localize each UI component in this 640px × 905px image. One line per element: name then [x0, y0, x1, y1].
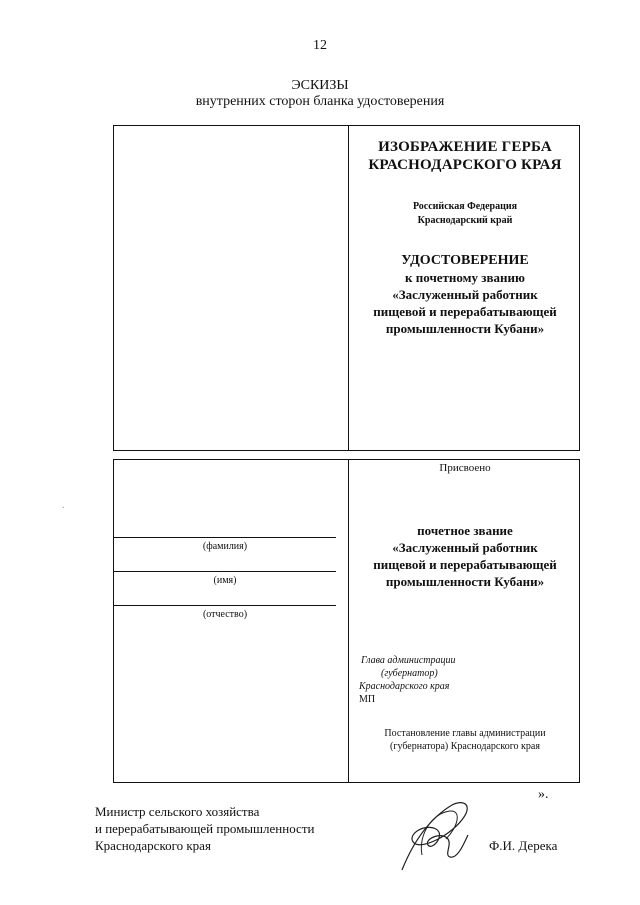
- cover-title-line-2: пищевой и перерабатывающей: [373, 304, 557, 319]
- certificate-to-title: к почетному званию: [405, 270, 525, 285]
- assigned-label: Присвоено: [439, 462, 491, 474]
- coat-of-arms-line-1: ИЗОБРАЖЕНИЕ ГЕРБА: [378, 139, 552, 155]
- document-title: [0, 78, 640, 110]
- signature-stroke: [402, 803, 468, 870]
- region-name: Краснодарский край: [417, 215, 513, 226]
- form-spread: [113, 459, 580, 783]
- cover-right-panel: [349, 138, 581, 337]
- name-line: [114, 571, 336, 572]
- cover-title-line-1: «Заслуженный работник: [392, 287, 538, 302]
- head-line-2: (губернатор): [381, 668, 438, 679]
- form-title-line-2: пищевой и перерабатывающей: [373, 557, 557, 572]
- title-line-1: ЭСКИЗЫ: [291, 78, 349, 93]
- minister-block: [95, 803, 314, 854]
- form-title-line-3: промышленности Кубани»: [385, 574, 545, 589]
- head-line-1: Глава администрации: [361, 655, 456, 666]
- cover-title-line-3: промышленности Кубани»: [385, 321, 545, 336]
- title-line-2: внутренних сторон бланка удостоверения: [195, 94, 445, 109]
- seal-label: МП: [359, 694, 376, 705]
- decree-block: [349, 727, 581, 753]
- coat-of-arms-line-2: КРАСНОДАРСКОГО КРАЯ: [368, 157, 562, 173]
- cover-spread: [113, 125, 580, 451]
- closing-quote: ».: [538, 787, 549, 802]
- page-number: 12: [313, 38, 327, 53]
- signer-name: Ф.И. Дерека: [489, 838, 558, 853]
- patronymic-line: [114, 605, 336, 606]
- name-label: (имя): [213, 575, 237, 586]
- surname-label: (фамилия): [202, 541, 248, 552]
- governor-block: [359, 654, 455, 706]
- honorary-title-word: почетное звание: [417, 523, 513, 538]
- signature-image: [392, 795, 482, 875]
- form-right-panel: [349, 460, 581, 782]
- head-line-3: Краснодарского края: [359, 681, 450, 692]
- minister-line-1: Министр сельского хозяйства: [95, 804, 260, 819]
- decree-line-1: Постановление главы администрации: [384, 728, 546, 739]
- cover-left-panel: [114, 126, 348, 450]
- surname-line: [114, 537, 336, 538]
- certificate-heading: [349, 252, 581, 337]
- patronymic-label: (отчество): [202, 609, 248, 620]
- margin-tick: .: [62, 500, 65, 511]
- form-title-line-1: «Заслуженный работник: [392, 540, 538, 555]
- decree-line-2: (губернатора) Краснодарского края: [390, 741, 540, 752]
- honorary-title-block: [349, 522, 581, 590]
- minister-line-2: и перерабатывающей промышленности: [95, 821, 315, 836]
- minister-line-3: Краснодарского края: [95, 838, 211, 853]
- country-name: Российская Федерация: [412, 201, 518, 212]
- certificate-word: УДОСТОВЕРЕНИЕ: [401, 253, 529, 268]
